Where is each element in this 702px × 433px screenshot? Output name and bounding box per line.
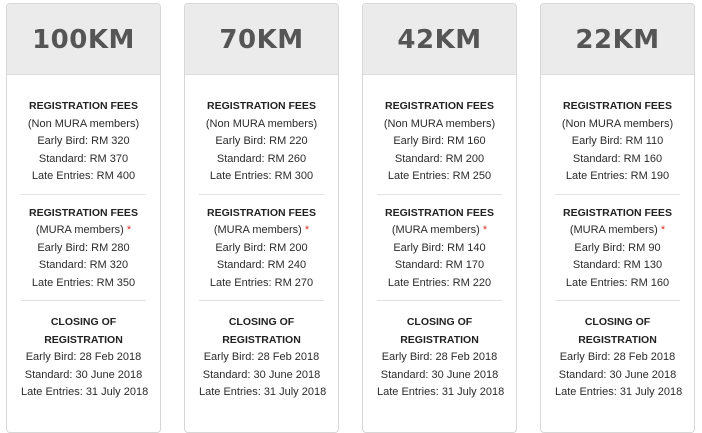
- late-entry-fee: Late Entries: RM 300: [209, 170, 314, 182]
- late-entry-fee: Late Entries: RM 350: [31, 276, 136, 289]
- price-card-100km: [6, 3, 161, 433]
- section-subheading-row: [21, 222, 146, 240]
- standard-date: Standard: 30 June 2018: [24, 368, 143, 381]
- section-heading: CLOSING OF REGISTRATION: [400, 316, 479, 346]
- section-heading: REGISTRATION FEES: [385, 206, 494, 219]
- early-bird-date: Early Bird: 28 Feb 2018: [381, 351, 498, 363]
- section-subheading: (MURA members): [391, 224, 480, 236]
- required-marker: *: [660, 224, 666, 236]
- price-card-22km: [540, 3, 695, 433]
- late-entry-fee: Late Entries: RM 190: [565, 170, 670, 182]
- card-header: [541, 4, 694, 75]
- card-header: [7, 4, 160, 75]
- standard-fee: Standard: RM 260: [216, 152, 307, 165]
- section-heading: REGISTRATION FEES: [207, 206, 316, 219]
- early-bird-fee: Early Bird: RM 110: [571, 135, 664, 147]
- early-bird-fee: Early Bird: RM 160: [393, 135, 486, 147]
- early-bird-fee: Early Bird: RM 200: [215, 241, 308, 254]
- standard-fee: Standard: RM 370: [38, 152, 129, 165]
- section-subheading: (MURA members): [213, 224, 302, 236]
- fees-members-section: [21, 194, 146, 301]
- early-bird-fee: Early Bird: RM 90: [574, 241, 661, 254]
- early-bird-date: Early Bird: 28 Feb 2018: [25, 351, 142, 363]
- closing-dates-section: [377, 300, 505, 402]
- section-heading: REGISTRATION FEES: [563, 206, 672, 219]
- standard-date: Standard: 30 June 2018: [558, 368, 677, 381]
- section-subheading: (Non MURA members): [27, 117, 140, 130]
- section-subheading-row: [199, 222, 324, 240]
- standard-fee: Standard: RM 240: [216, 259, 307, 271]
- card-title: 42KM: [397, 25, 482, 55]
- late-entry-fee: Late Entries: RM 270: [209, 276, 314, 289]
- closing-dates-section: [21, 300, 149, 402]
- price-card-70km: [184, 3, 339, 433]
- section-subheading: (Non MURA members): [205, 117, 318, 130]
- standard-fee: Standard: RM 160: [572, 152, 663, 165]
- late-entry-date: Late Entries: 31 July 2018: [199, 386, 327, 398]
- fees-non-members-section: [555, 75, 680, 194]
- card-header: [185, 4, 338, 75]
- section-heading: CLOSING OF REGISTRATION: [578, 316, 657, 346]
- early-bird-fee: Early Bird: RM 140: [393, 241, 486, 254]
- early-bird-date: Early Bird: 28 Feb 2018: [559, 351, 676, 363]
- late-entry-fee: Late Entries: RM 160: [565, 276, 670, 289]
- fees-members-section: [199, 194, 324, 301]
- standard-date: Standard: 30 June 2018: [380, 368, 499, 381]
- fees-members-section: [377, 194, 502, 301]
- required-marker: *: [126, 224, 132, 236]
- section-subheading: (MURA members): [35, 224, 124, 236]
- late-entry-date: Late Entries: 31 July 2018: [377, 386, 505, 398]
- standard-fee: Standard: RM 320: [38, 259, 129, 271]
- fees-non-members-section: [21, 75, 146, 194]
- section-heading: REGISTRATION FEES: [207, 100, 316, 112]
- standard-date: Standard: 30 June 2018: [202, 368, 321, 381]
- card-title: 70KM: [219, 25, 304, 55]
- standard-fee: Standard: RM 170: [394, 259, 485, 271]
- price-card-42km: [362, 3, 517, 433]
- early-bird-date: Early Bird: 28 Feb 2018: [203, 351, 320, 363]
- late-entry-fee: Late Entries: RM 250: [387, 170, 492, 182]
- late-entry-date: Late Entries: 31 July 2018: [555, 386, 683, 398]
- section-subheading: (Non MURA members): [383, 117, 496, 130]
- section-heading: REGISTRATION FEES: [563, 100, 672, 112]
- fees-non-members-section: [377, 75, 502, 194]
- late-entry-date: Late Entries: 31 July 2018: [21, 386, 149, 398]
- fees-non-members-section: [199, 75, 324, 194]
- closing-dates-section: [555, 300, 683, 402]
- standard-fee: Standard: RM 130: [572, 259, 663, 271]
- early-bird-fee: Early Bird: RM 220: [215, 135, 308, 147]
- fees-members-section: [555, 194, 680, 301]
- section-subheading-row: [555, 222, 680, 240]
- card-title: 100KM: [32, 25, 135, 55]
- standard-fee: Standard: RM 200: [394, 152, 485, 165]
- late-entry-fee: Late Entries: RM 220: [387, 276, 492, 289]
- section-heading: REGISTRATION FEES: [385, 100, 494, 112]
- required-marker: *: [482, 224, 488, 236]
- card-title: 22KM: [575, 25, 660, 55]
- required-marker: *: [304, 224, 310, 236]
- section-heading: REGISTRATION FEES: [29, 206, 138, 219]
- closing-dates-section: [199, 300, 327, 402]
- section-subheading-row: [377, 222, 502, 240]
- card-header: [363, 4, 516, 75]
- early-bird-fee: Early Bird: RM 320: [37, 135, 130, 147]
- section-heading: REGISTRATION FEES: [29, 100, 138, 112]
- late-entry-fee: Late Entries: RM 400: [31, 170, 136, 182]
- section-subheading: (MURA members): [569, 224, 658, 236]
- section-heading: CLOSING OF REGISTRATION: [44, 316, 123, 346]
- section-heading: CLOSING OF REGISTRATION: [222, 316, 301, 346]
- section-subheading: (Non MURA members): [561, 117, 674, 130]
- early-bird-fee: Early Bird: RM 280: [37, 241, 130, 254]
